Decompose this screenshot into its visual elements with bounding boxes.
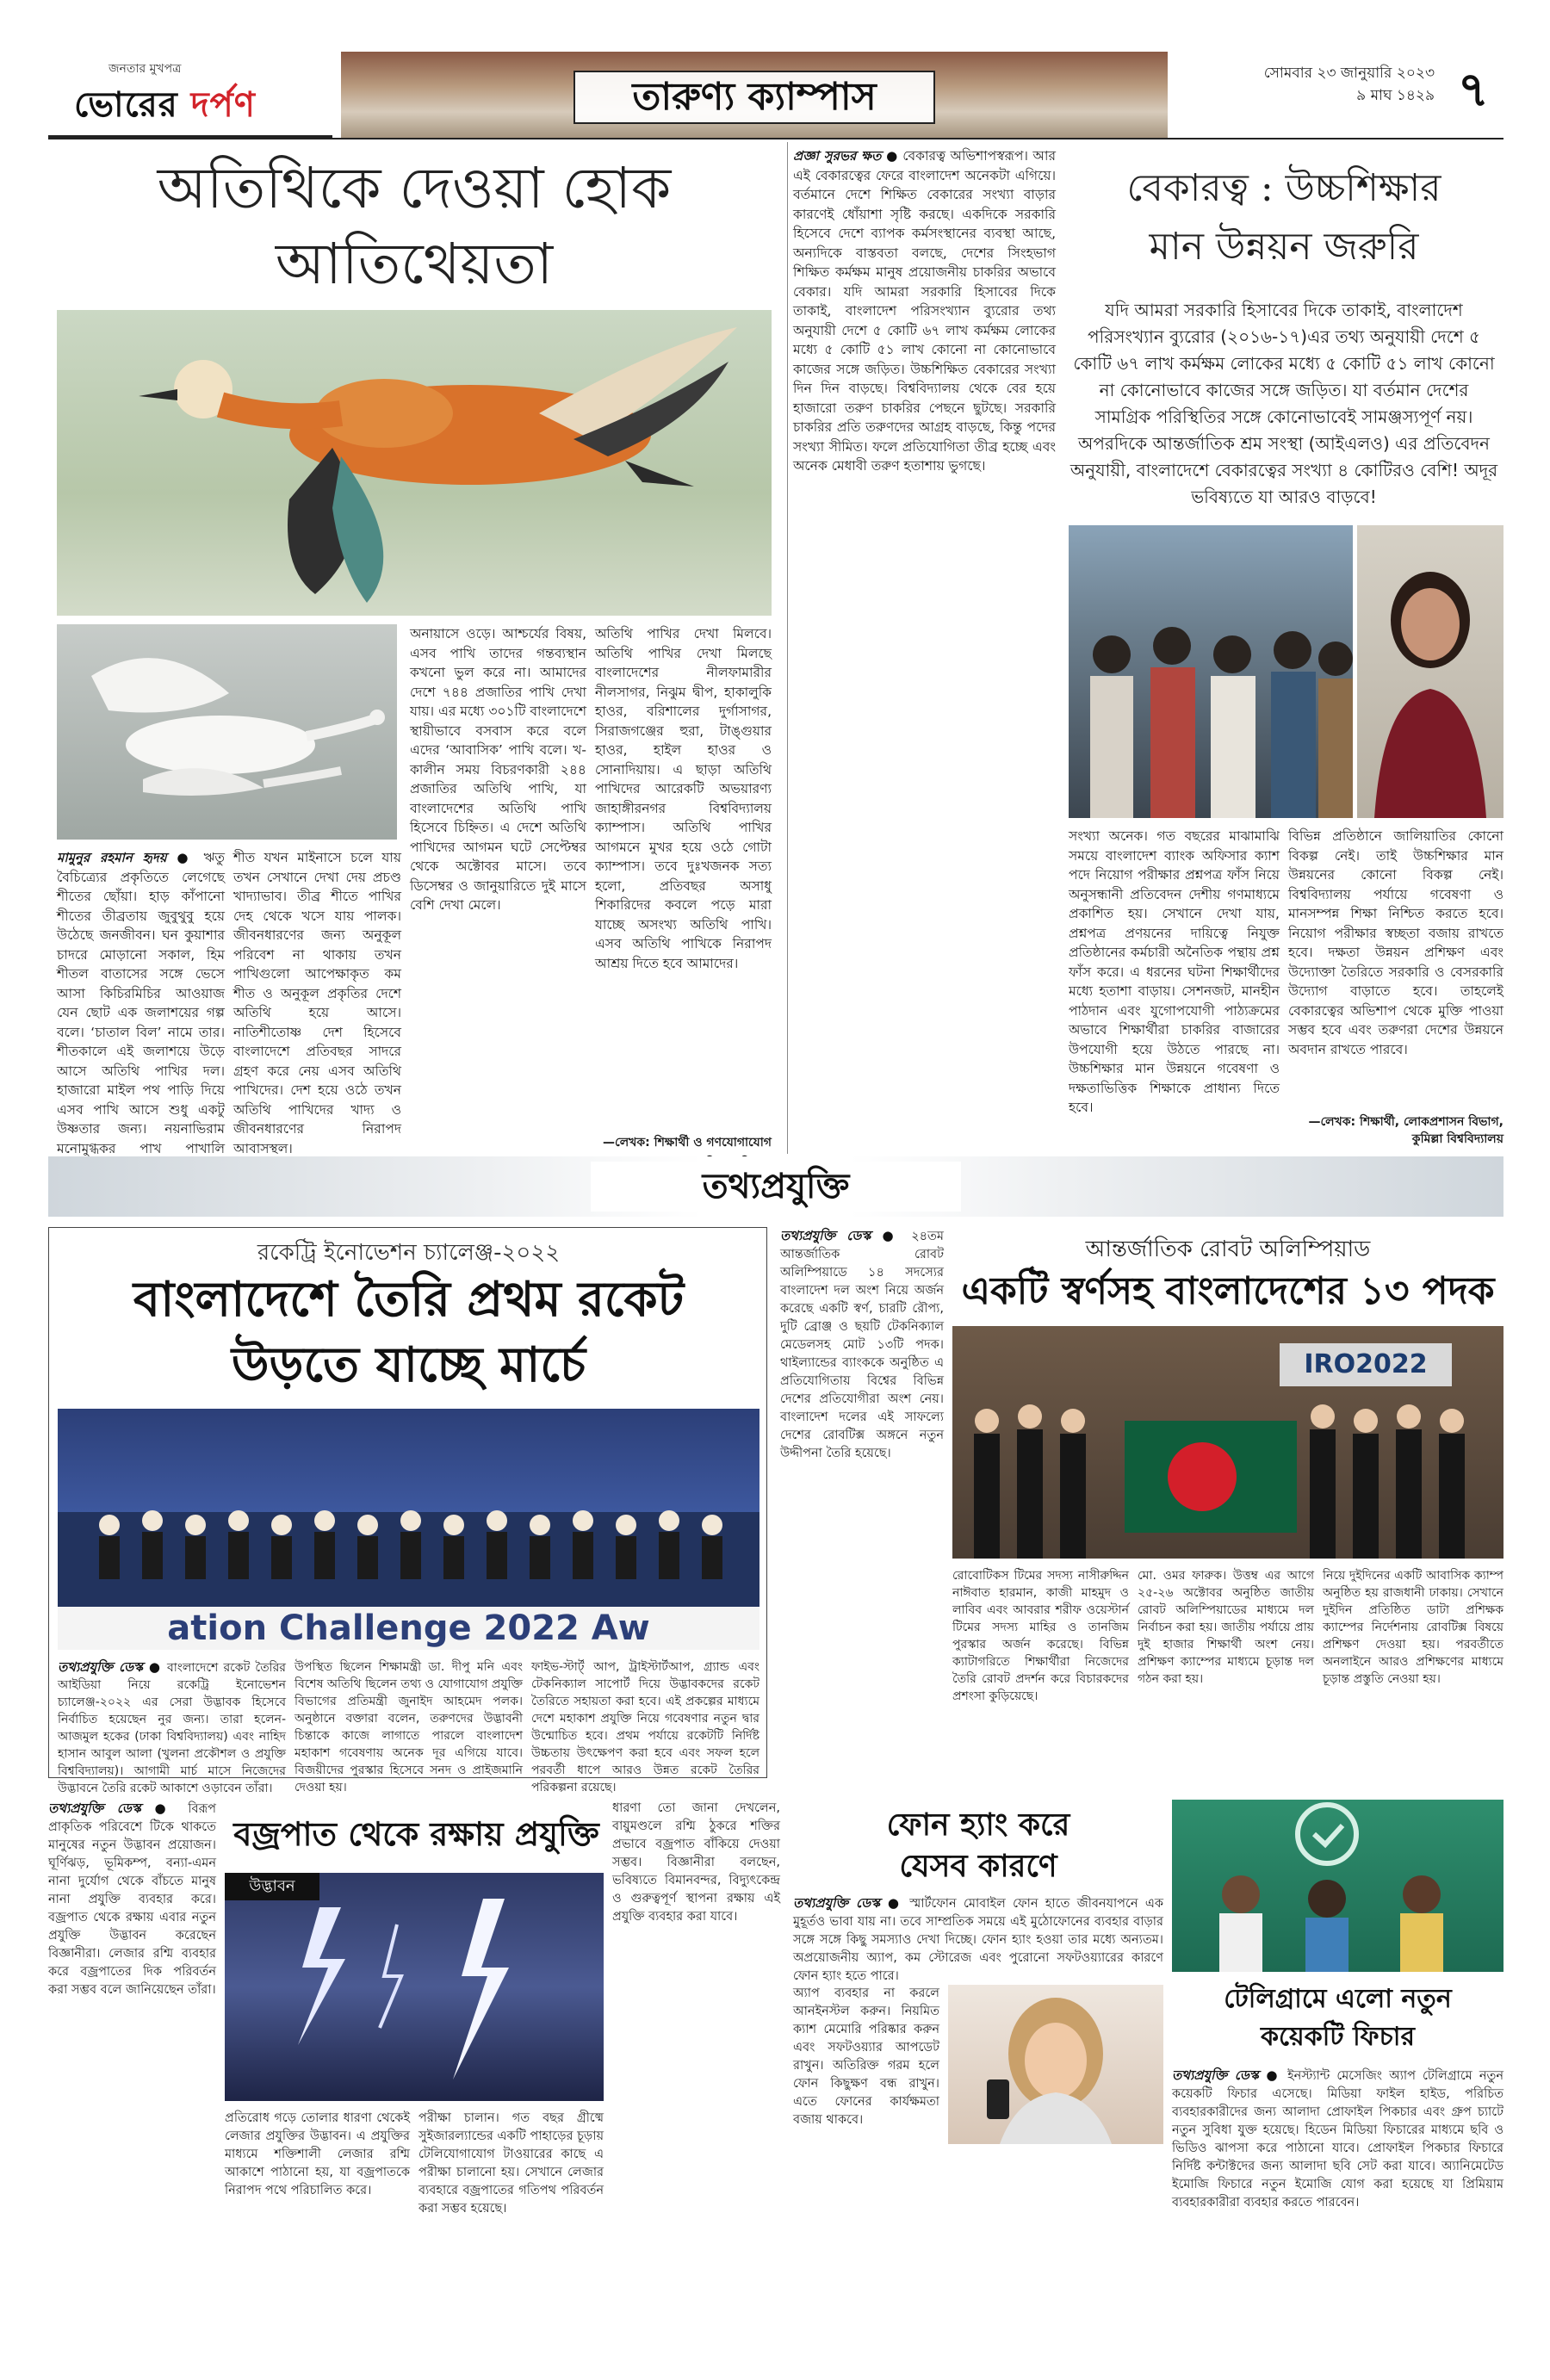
rocket-col1-text: বাংলাদেশে রকেট তৈরির আইডিয়া নিয়ে রকেট্রি ইনোভেশন চ্যালেঞ্জ-২০২২ এর সেরা উদ্ভাবক হিসেবে নির্বাচিত হয়েছেন নুর জন্য। তারা হলেন- আজমুল হকের (ঢাকা বিশ্ববিদ্যালয়) এবং নাহিদ হাসান আবুল আলা (খুলনা প্রকৌশল ও প্রযুক্তি বিশ্ববিদ্যালয়)। আগামী মার্চ মাসে নিজেদের উদ্ভাবনে তৈরি রকেট আকাশে ওড়াবেন তাঁরা। (58, 1661, 287, 1795)
rocket-headline-line1: বাংলাদেশে তৈরি প্রথম রকেট (133, 1271, 685, 1328)
joblessness-lead: যদি আমরা সরকারি হিসাবের দিকে তাকাই, বাংলাদেশ পরিসংখ্যান ব্যুরোর (২০১৬-১৭)এর তথ্য অনুযায়ী দেশে ৫ কোটি ৬৭ লাখ কর্মক্ষম লোকের মধ্যে ৫ কোটি ৫১ লাখ কোনো না কোনোভাবে কাজের সঙ্গে জড়িত। যা বর্তমান দেশের সামগ্রিক পরিস্থিতির সঙ্গে কোনোভাবেই সামঞ্জস্যপূর্ণ নয়। অপরদিকে আন্তর্জাতিক শ্রম সংস্থা (আইএলও) এর প্রতিবেদন অনুযায়ী, বাংলাদেশে বেকারত্বের সংখ্যা ৪ কোটিরও বেশি! অদূর ভবিষ্যতে যা আরও বাড়বে! (1070, 300, 1498, 507)
guests-headline-line1: অতিথিকে দেওয়া হোক (157, 155, 672, 221)
lightning-kicker: উদ্ভাবন (225, 1873, 319, 1900)
dateline (1176, 62, 1435, 107)
masthead-rule (48, 138, 1504, 139)
guests-col1-text: ঋতু বৈচিত্র্যের প্রকৃতিতে লেগেছে শীতের ছোঁয়া। হাড় কাঁপানো শীতের তীব্রতায় জুবুথুবু হয়ে উঠেছে জনজীবন। ঘন কুয়াশার চাদরে মোড়ানো সকাল, হিম শীতল বাতাসের সঙ্গে ভেসে আসা কিচিরমিচির আওয়াজ যেন ছোট এক জলাশয়ের গল্প বলে। ‘চাতাল বিল’ নামে তার। শীতকালে এই জলাশয়ে উড়ে আসে অতিথি পাখির দল। হাজারো মাইল পথ পাড়ি দিয়ে এসব পাখি আসে শুধু একটু উষ্ণতার জন্য। নয়নাভিরাম মনোমুগ্ধকর পাখ পাখালি (57, 850, 225, 1156)
robot-col2: রোবোটিকস টিমের সদস্য নাসীরুদ্দিন নাঈবাত হারমান, কাজী মাহমুদ ও লাবিব এবং আবরার শরীফ ওয়েস্টার্ন টিমের সদস্য মাহির ও তানজিম পুরস্কার অর্জন করেছে। বিভিন্ন ক্যাটাগরিতে শিক্ষার্থীরা নিজেদের তৈরি রোবট প্রদর্শন করে বিচারকদের প্রশংসা কুড়িয়েছে। (952, 1569, 1129, 1703)
phone-hang-col1 (793, 1894, 1164, 1983)
rocket-event-photo (58, 1409, 760, 1650)
lightning-col3: পরীক্ষা চালান। গত বছর গ্রীষ্মে সুইজারল্যান্ডের একটি পাহাড়ের চূড়ায় টেলিযোগাযোগ টাওয়ারের কাছে এ পরীক্ষা চালানো হয়। সেখানে লেজার ব্যবহারে বজ্রপাতের গতিপথ পরিবর্তন করা সম্ভব হয়েছে। (418, 2111, 604, 2216)
guests-col1 (57, 848, 225, 1156)
lightning-bolt-illustration (225, 1873, 604, 2101)
robot-col3: মো. ওমর ফারুক। উত্তম্ব এর আগে ২৫-২৬ অক্টোবর অনুষ্ঠিত জাতীয় রোবট অলিম্পিয়াডের মাধ্যমে দল নির্বাচন করা হয়। জাতীয় পর্যায়ে প্রায় দুই হাজার শিক্ষার্থী অংশ নেয়। প্রশিক্ষণ ক্যাম্পের মাধ্যমে চূড়ান্ত দল গঠন করা হয়। (1138, 1569, 1314, 1686)
tech-section-bar (48, 1156, 1504, 1217)
article-rocket (48, 1227, 767, 1795)
telegram-headline-line1: টেলিগ্রামে এলো নতুন (1224, 1984, 1452, 2014)
robot-col4: নিয়ে দুইদিনের একটি আবাসিক ক্যাম্প অনুষ্ঠিত হয় রাজধানী ঢাকায়। সেখানে দুইদিন প্রতিষ্ঠিত ডাটা প্রশিক্ষক ক্যাম্পের নির্দেশনায় রোবটিক্স বিষয়ে প্রশিক্ষণ দেওয়া হয়। পরবর্তীতে অনলাইনে আরও প্রশিক্ষণের মাধ্যমে চূড়ান্ত প্রস্তুতি নেওয়া হয়। (1323, 1569, 1504, 1686)
section-title: তারুণ্য ক্যাম্পাস (632, 75, 877, 119)
guests-byline: মামুনুর রহমান হৃদয় ● (57, 850, 195, 865)
swans-illustration (57, 624, 397, 840)
joblessness-col2: সংখ্যা অনেক। গত বছরের মাঝামাঝি সময়ে বাংলাদেশ ব্যাংক অফিসার ক্যাশ পদে নিয়োগ পরীক্ষার প্রশ্নপত্র ফাঁস নিয়ে অনুসন্ধানী প্রতিবেদন দেশীয় গণমাধ্যমে প্রকাশিত হয়। সেখানে দেখা যায়, প্রশ্নপত্র প্রণয়নের দায়িত্বে নিযুক্ত প্রতিষ্ঠানের কর্মচারী অনৈতিক পন্থায় প্রশ্ন ফাঁস করে। এ ধরনের ঘটনা শিক্ষার্থীদের মধ্যে হতাশা বাড়ায়। সেশনজট, মানহীন পাঠদান এবং যুগোপযোগী পাঠ্যক্রমের অভাবে শিক্ষার্থীরা চাকরির বাজারের উপযোগী হয়ে উঠতে পারছে না। উচ্চশিক্ষার মান উন্নয়নে গবেষণা ও দক্ষতাভিত্তিক শিক্ষাকে প্রাধান্য দিতে হবে। (1069, 828, 1280, 1115)
lightning-col2: প্রতিরোধ গড়ে তোলার ধারণা থেকেই লেজার প্রযুক্তির উদ্ভাবন। এ প্রযুক্তির মাধ্যমে শক্তিশালী লেজার রশ্মি আকাশে পাঠানো হয়, যা বজ্রপাতকে নিরাপদ পথে পরিচালিত করে। (225, 2111, 410, 2197)
job-seekers-photo (1069, 525, 1353, 818)
telegram-photo (1172, 1800, 1504, 1972)
robot-headline: একটি স্বর্ণসহ বাংলাদেশের ১৩ পদক (961, 1269, 1495, 1313)
date-gregorian: সোমবার ২৩ জানুয়ারি ২০২৩ (1263, 65, 1435, 82)
robot-byline: তথ্যপ্রযুক্তি ডেস্ক ● (780, 1228, 901, 1243)
phone-hang-col2: অ্যাপ ব্যবহার না করলে আনইনস্টল করুন। নিয়মিত ক্যাশ মেমোরি পরিষ্কার করুন এবং সফটওয়্যার আপডেট রাখুন। অতিরিক্ত গরম হলে ফোন কিছুক্ষণ বন্ধ রাখুন। এতে ফোনের কার্যক্ষমতা বজায় থাকবে। (793, 1986, 939, 2127)
joblessness-col1 (793, 146, 1056, 1150)
robot-team-photo (952, 1326, 1504, 1559)
date-bangla: ৯ মাঘ ১৪২৯ (1356, 87, 1435, 104)
newspaper-page (48, 52, 1504, 2342)
joblessness-headline-line2: মান উন্নয়ন জরুরি (1149, 225, 1419, 269)
joblessness-author-credit: —লেখক: শিক্ষার্থী, লোকপ্রশাসন বিভাগ, কুমিল্লা বিশ্ববিদ্যালয় (1308, 1115, 1504, 1146)
rocket-col1 (58, 1658, 287, 1795)
masthead (48, 52, 1504, 138)
lightning-headline: বজ্রপাত থেকে রক্ষায় প্রযুক্তি (233, 1814, 599, 1853)
author-portrait-illustration (1357, 525, 1504, 818)
guests-col3: অনায়াসে ওড়ে। আশ্চর্যের বিষয়, এসব পাখি তাদের গন্তব্যস্থান কখনো ভুল করে না। আমাদের দেশে ৭৪৪ প্রজাতির পাখি দেখা যায়। এর মধ্যে ৩০১টি বাংলাদেশে স্থায়ীভাবে বসবাস করে বলে এদের ‘আবাসিক’ পাখি বলে। খ-কালীন সময় বিচরণকারী ২৪৪ প্রজাতির অতিথি পাখি, যা বাংলাদেশের অতিথি পাখি হিসেবে চিহ্নিত। এ দেশে অতিথি পাখিদের আগমন ঘটে সেপ্টেম্বর থেকে অক্টোবর মাসে। তবে ডিসেম্বর ও জানুয়ারিতে দুই মাসে বেশি দেখা মেলে। (410, 626, 586, 913)
phone-hang-headline (793, 1804, 1163, 1887)
rocket-event-banner-text: ation Challenge 2022 Aw (167, 1608, 650, 1648)
lightning-col1 (48, 1800, 216, 2342)
robot-kicker: আন্তর্জাতিক রোবট অলিম্পিয়াড (1085, 1236, 1371, 1262)
brand-logo (48, 52, 332, 138)
lightning-col4: ধারণা তো জানা দেখলেন, বায়ুমণ্ডলে রশ্মি ঠুকরে শক্তির প্রভাবে বজ্রপাত বাঁকিয়ে দেওয়া সম্ভব। বিজ্ঞানীরা বলছেন, ভবিষ্যতে বিমানবন্দর, বিদ্যুৎকেন্দ্র ও গুরুত্বপূর্ণ স্থাপনা রক্ষায় এই প্রযুক্তি ব্যবহার করা যাবে। (612, 1801, 780, 1924)
article-joblessness (793, 142, 1504, 1154)
page-number: ৭ (1457, 62, 1490, 118)
rocket-byline: তথ্যপ্রযুক্তি ডেস্ক ● (58, 1659, 162, 1675)
brand-name-part2: দর্পণ (177, 85, 256, 125)
brand-name-part1: ভোরের (74, 85, 178, 125)
phone-hang-headline-line1: ফোন হ্যাং করে (886, 1807, 1070, 1843)
robot-col1-text: ২৪তম আন্তর্জাতিক রোবট অলিম্পিয়াডে ১৪ সদস্যের বাংলাদেশ দল অংশ নিয়ে অর্জন করেছে একটি স্বর্ণ, চারটি রৌপ্য, দুটি ব্রোঞ্জ ও ছয়টি টেকনিক্যাল মেডেলসহ মোট ১৩টি পদক। থাইল্যান্ডের ব্যাংককে অনুষ্ঠিত এ প্রতিযোগিতায় বিশ্বের বিভিন্ন দেশের প্রতিযোগীরা অংশ নেয়। বাংলাদেশ দলের এই সাফল্যে দেশের রোবটিক্স অঙ্গনে নতুন উদ্দীপনা তৈরি হয়েছে। (780, 1230, 944, 1460)
rocket-headline (49, 1267, 768, 1398)
guests-headline (57, 151, 772, 302)
guests-col2: শীত যখন মাইনাসে চলে যায় তখন সেখানে দেখা দেয় প্রচণ্ড খাদ্যাভাব। তীব্র শীতে পাখির দেহ থেকে খসে যায় পালক। জীবনধারণের জন্য অনুকূল পরিবেশ না থাকায় তখন পাখিগুলো আপেক্ষাকৃত কম শীত ও অনুকূল প্রকৃতির দেশে অতিথি হয়ে আসে। নাতিশীতোষ্ণ দেশ হিসেবে বাংলাদেশে প্রতিবছর সাদরে গ্রহণ করে নেয় এসব অতিথি পাখিদের। দেশ হয়ে ওঠে তখন অতিথি পাখিদের খাদ্য ও জীবনধারণের নিরাপদ আবাসস্থল। (233, 850, 401, 1156)
article-phone-hang (793, 1800, 1163, 2342)
rocket-kicker: রকেট্রি ইনোভেশন চ্যালেঞ্জ-২০২২ (257, 1240, 561, 1266)
guests-author-credit: —লেখক: শিক্ষার্থী ও গণযোগাযোগ (603, 1136, 772, 1150)
article-telegram (1172, 1800, 1504, 2342)
phone-hang-byline: তথ্যপ্রযুক্তি ডেস্ক ● (793, 1895, 902, 1911)
article-lightning (48, 1800, 780, 2342)
robot-col1 (780, 1227, 944, 1778)
joblessness-headline (1069, 159, 1499, 276)
telegram-headline-line2: কয়েকটি ফিচার (1261, 2022, 1415, 2052)
rocket-col2: উপস্থিত ছিলেন শিক্ষামন্ত্রী ডা. দীপু মনি এবং বিশেষ অতিথি ছিলেন তথ্য ও যোগাযোগ প্রযুক্তি বিভাগের প্রতিমন্ত্রী জুনাইদ আহমেদ পলক। অনুষ্ঠানে বক্তারা বলেন, তরুণদের উদ্ভাবনী চিন্তাকে কাজে লাগাতে পারলে বাংলাদেশ মহাকাশ গবেষণায় অনেক দূর এগিয়ে যাবে। বিজয়ীদের পুরস্কার হিসেবে সনদ ও প্রাইজমানি দেওয়া হয়। (294, 1660, 523, 1794)
rocket-col3: ফাইভ-স্টার্ট্ আপ, ট্রাইস্টার্টআপ, গ্র্যান্ড এবং টেকনিক্যাল সাপোর্ট দিয়ে উদ্ভাবকদের রকেট তৈরিতে সহায়তা করা হবে। এই প্রকল্পের মাধ্যমে দেশে মহাকাশ প্রযুক্তি নিয়ে গবেষণার নতুন দ্বার উন্মোচিত হবে। প্রথম পর্যায়ে রকেটটি নির্দিষ্ট উচ্চতায় উৎক্ষেপণ করা হবে এবং সফল হলে পরবর্তী ধাপে আরও উন্নত রকেট তৈরির পরিকল্পনা রয়েছে। (531, 1660, 760, 1794)
joblessness-byline: প্রজ্ঞা সুরভর ক্ষত ● (793, 148, 898, 164)
guests-col4: অতিথি পাখির দেখা মিলবে। অতিথি পাখির দেখা মিলছে বাংলাদেশের নীলফামারীর নীলসাগর, নিঝুম দ্বীপ, হাকালুকি হাওর, বরিশালের দুর্গাসাগর, সিরাজগঞ্জের হুরা, টাঙ্গুয়ার হাওর, হাইল হাওর ও সোনাদিয়ায়। এ ছাড়া অতিথি পাখিদের আরেকটি অভয়ারণ্য জাহাঙ্গীরনগর বিশ্ববিদ্যালয় ক্যাম্পাস। অতিথি পাখির আগমনে মুখর হয়ে ওঠে গোটা ক্যাম্পাস। তবে দুঃখজনক সত্য হলো, প্রতিবছর অসাধু শিকারিদের কবলে পড়ে মারা যাচ্ছে অসংখ্য অতিথি পাখি। এসব অতিথি পাখিকে নিরাপদ আশ্রয় দিতে হবে আমাদের। (595, 626, 772, 971)
phone-frustration-photo (948, 1985, 1163, 2144)
telegram-body-text: ইনস্ট্যান্ট মেসেজিং অ্যাপ টেলিগ্রামে নতুন কয়েকটি ফিচার এসেছে। মিডিয়া ফাইল হাইড, পরিচিত ব্যবহারকারীদের জন্য আলাদা প্রোফাইল পিকচার এবং গ্রুপ চ্যাটে নতুন সুবিধা যুক্ত হয়েছে। হিডেন মিডিয়া ফিচারের মাধ্যমে ছবি ও ভিডিও ঝাপসা করে পাঠানো যাবে। প্রোফাইল পিকচার ফিচারে নির্দিষ্ট কন্টাক্টদের জন্য আলাদা ছবি সেট করা যাবে। অ্যানিমেটেড ইমোজি ফিচারে নতুন ইমোজি যোগ করা হয়েছে যা প্রিমিয়াম ব্যবহারকারীরা ব্যবহার করতে পারবেন। (1172, 2069, 1504, 2210)
section-banner (341, 52, 1168, 138)
article-guests (48, 142, 780, 1154)
column-divider (787, 142, 788, 1154)
telegram-users-illustration (1172, 1800, 1504, 1972)
telegram-body (1172, 2067, 1504, 2342)
rocket-headline-line2: উড়তে যাচ্ছে মার্চে (231, 1336, 586, 1393)
lightning-col1-text: বিরূপ প্রাকৃতিক পরিবেশে টিকে থাকতে মানুষের নতুন উদ্ভাবন প্রয়োজন। ঘূর্ণিঝড়, ভূমিকম্প, বন্যা-এমন নানা দুর্যোগ থেকে বাঁচতে মানুষ নানা প্রযুক্তি ব্যবহার করে। বজ্রপাত থেকে রক্ষায় এবার নতুন প্রযুক্তি উদ্ভাবন করেছেন বিজ্ঞানীরা। লেজার রশ্মি ব্যবহার করে বজ্রপাতের দিক পরিবর্তন করা সম্ভব বলে জানিয়েছেন তাঁরা। (48, 1802, 217, 1997)
crowd-illustration (1069, 525, 1353, 818)
guests-headline-line2: আতিথেয়তা (275, 231, 554, 297)
robot-event-sign: IRO2022 (1304, 1349, 1428, 1379)
article-robot (780, 1227, 1504, 1778)
phone-hang-col1-text: স্মার্টফোন মোবাইল ফোন হাতে জীবনযাপনে এক মুহূর্তও ভাবা যায় না। তবে সাম্প্রতিক সময়ে এই মুঠোফোনের ব্যবহার বাড়ার সঙ্গে সঙ্গে কিছু সমস্যাও দেখা দিচ্ছে। ফোন হ্যাং হওয়া তার মধ্যে অন্যতম। অপ্রয়োজনীয় অ্যাপ, কম স্টোরেজ এবং পুরোনো সফটওয়্যারের কারণে ফোন হ্যাং হতে পারে। (793, 1897, 1164, 1983)
author-photo (1357, 525, 1504, 818)
woman-with-phone-illustration (948, 1985, 1163, 2144)
brand-tagline: জনতার মুখপত্র (108, 62, 182, 76)
brand-name (74, 77, 256, 135)
joblessness-col1-text: বেকারত্ব অভিশাপস্বরূপ। আর এই বেকারত্বের ফেরে বাংলাদেশ অনেকটা এগিয়ে। বর্তমানে দেশে শিক্ষিত বেকারের সংখ্যা বাড়ার কারণেই ধোঁয়াশা সৃষ্টি করছে। একদিকে সরকারি হিসেবে দেশে ব্যাপক কর্মসংস্থানের ব্যবস্থা আছে, অন্যদিকে বাস্তবতা বলছে, দেশের সিংহভাগ শিক্ষিত কর্মক্ষম মানুষ প্রয়োজনীয় চাকরির অভাবে বেকার। যদি আমরা সরকারি হিসাবের দিকে তাকাই, বাংলাদেশ পরিসংখ্যান ব্যুরোর তথ্য অনুযায়ী দেশে ৫ কোটি ৬৭ লাখ কর্মক্ষম লোকের মধ্যে ৫ কোটি ৫১ লাখ কোনো না কোনোভাবে কাজের সঙ্গে জড়িত। উচ্চশিক্ষিত বেকারের সংখ্যা দিন দিন বাড়ছে। বিশ্ববিদ্যালয় থেকে বের হয়ে হাজারো তরুণ চাকরির পেছনে ছুটছে। সরকারি চাকরির প্রতি তরুণদের আগ্রহ বাড়ছে, কিন্তু পদের সংখ্যা সীমিত। ফলে প্রতিযোগিতা তীব্র হচ্ছে এবং অনেক মেধাবী তরুণ হতাশায় ভুগছে। (793, 148, 1056, 474)
joblessness-col3: বিভিন্ন প্রতিষ্ঠানে জালিয়াতির কোনো বিকল্প নেই। তাই উচ্চশিক্ষার মান উন্নয়নের কোনো বিকল্প নেই। বিশ্ববিদ্যালয় পর্যায়ে গবেষণা ও মানসম্পন্ন শিক্ষা নিশ্চিত করতে হবে। নিয়োগ পরীক্ষার স্বচ্ছতা বজায় রাখতে হবে। দক্ষতা উন্নয়ন প্রশিক্ষণ এবং উদ্যোক্তা তৈরিতে সরকারি ও বেসরকারি উদ্যোগ বাড়াতে হবে। তাহলেই বেকারত্বের অভিশাপ থেকে মুক্তি পাওয়া সম্ভব হবে এবং তরুণরা দেশের উন্নয়নে অবদান রাখতে পারবে। (1288, 828, 1504, 1057)
telegram-byline: তথ্যপ্রযুক্তি ডেস্ক ● (1172, 2067, 1280, 2083)
tech-section-title: তথ্যপ্রযুক্তি (591, 1162, 961, 1212)
telegram-headline (1172, 1980, 1504, 2056)
flying-duck-illustration (57, 310, 772, 616)
lightning-photo (225, 1873, 604, 2101)
phone-hang-headline-line2: যেসব কারণে (899, 1848, 1057, 1884)
duck-photo (57, 310, 772, 616)
joblessness-headline-line1: বেকারত্ব : উচ্চশিক্ষার (1126, 166, 1442, 210)
swans-photo (57, 624, 397, 840)
lightning-byline: তথ্যপ্রযুক্তি ডেস্ক ● (48, 1800, 176, 1816)
